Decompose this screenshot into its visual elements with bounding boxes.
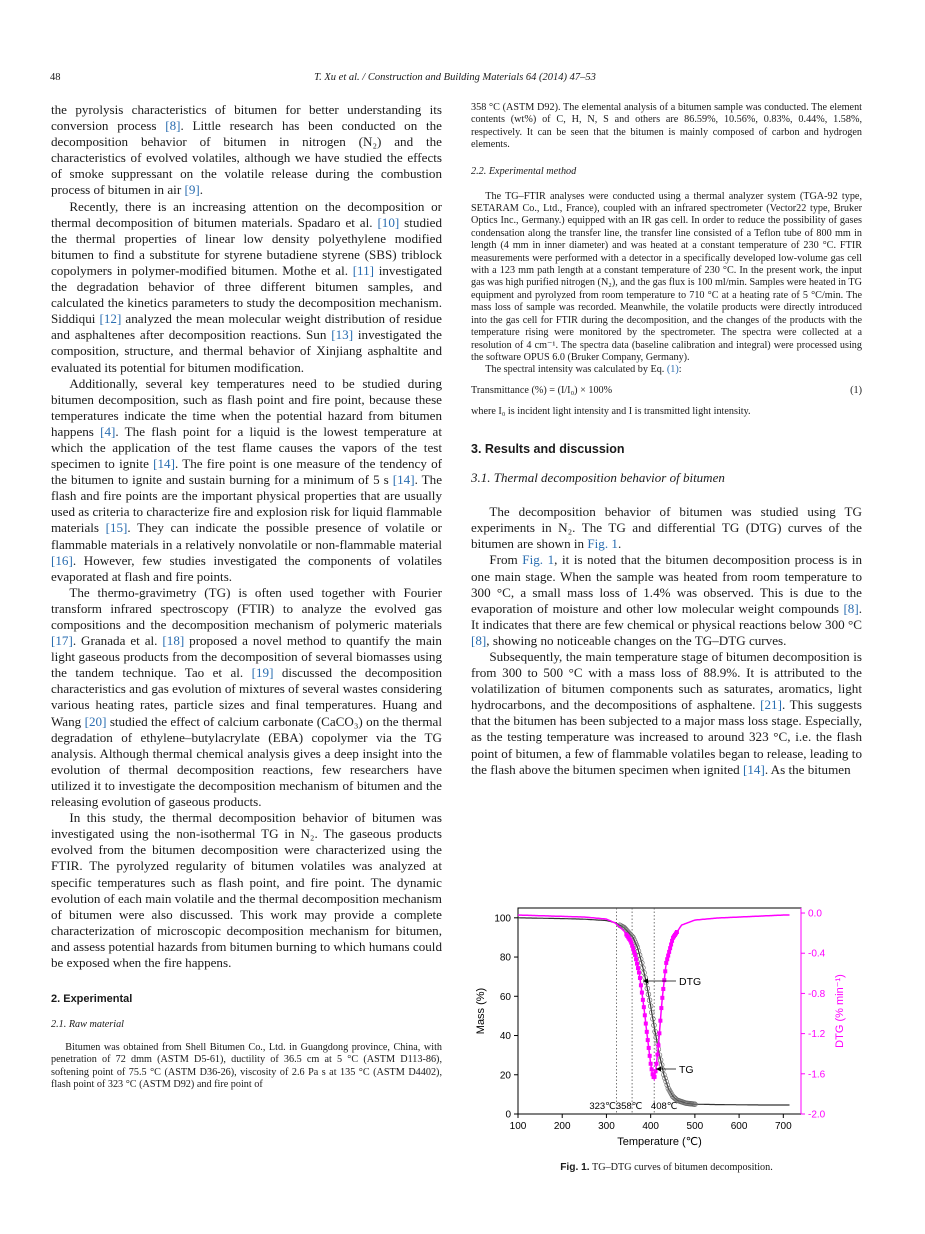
dtg-point xyxy=(654,1069,658,1073)
paragraph xyxy=(471,552,862,649)
dtg-point xyxy=(654,1062,658,1066)
paragraph xyxy=(471,504,862,552)
x-tick-label: 200 xyxy=(553,1121,571,1132)
text-run: investigated the degradation behavior of three different bitumen samples, and calculated the kinetics parameters to study the decomposition mechanism. Siddiqui xyxy=(51,262,442,327)
text-run: Recently, there is an increasing attention on the decomposition or thermal decomposition of bitumen materials. Spadaro et al. xyxy=(51,198,442,230)
paragraph xyxy=(51,102,442,199)
text-run: The decomposition behavior of bitumen was studied using TG experiments in N₂. The TG and differential TG (DTG) curves of the bitumen are shown in xyxy=(471,504,862,552)
paragraph xyxy=(471,649,862,778)
citation-link[interactable]: [19] xyxy=(251,665,274,681)
vline-label: 408℃ xyxy=(650,1101,678,1112)
dtg-point xyxy=(664,961,668,965)
y-tick-label: 0 xyxy=(505,1109,511,1121)
citation-link[interactable]: [14] xyxy=(742,761,765,777)
plot-frame xyxy=(518,908,801,1114)
dtg-point xyxy=(634,957,638,961)
dtg-point xyxy=(663,969,667,973)
y-tick-label: 20 xyxy=(499,1070,511,1082)
citation-link[interactable]: Fig. 1 xyxy=(522,552,555,568)
dtg-point xyxy=(662,978,666,982)
y-tick-label: 60 xyxy=(499,991,511,1003)
dtg-point xyxy=(650,1067,654,1071)
dtg-point xyxy=(668,946,672,950)
citation-link[interactable]: [14] xyxy=(392,472,415,488)
citation-link[interactable]: [14] xyxy=(153,456,175,472)
y2-axis-label: DTG (% min⁻¹) xyxy=(834,974,846,1048)
vline-label: 358℃ xyxy=(615,1101,643,1112)
text-run: . They can indicate the possible presence of volatile or flammable materials in a relatively nonvolatile or non-flammable material xyxy=(51,520,442,552)
dtg-point xyxy=(665,957,669,961)
x-tick-label: 400 xyxy=(642,1121,659,1132)
journal-citation: T. Xu et al. / Construction and Building Materials 64 (2014) 47–53 xyxy=(314,72,596,83)
caption-label: Fig. 1. xyxy=(560,1162,590,1173)
dtg-point xyxy=(633,953,637,957)
text-run: studied the thermal properties of linear low density polyethylene modified bitumen to find a substitute for styrene butadiene styrene (SBS) triblock copolymers in polymer-modified bitumen. Mothe et al. xyxy=(51,214,442,278)
x-tick-label: 600 xyxy=(730,1121,748,1132)
x-tick-label: 700 xyxy=(774,1121,792,1132)
dtg-point xyxy=(666,954,670,958)
equation-text: Transmittance (%) = (I/I₀) × 100% xyxy=(471,384,613,396)
y-axis-label: Mass (%) xyxy=(475,987,487,1035)
y2-tick-label: -0.8 xyxy=(808,988,826,1000)
text-run: The thermo-gravimetry (TG) is often used together with Fourier transform infrared spectroscopy (FTIR) to analyze the evolved gas compositions and the decomposition mechanism of polymeric materials xyxy=(51,584,442,632)
citation-link[interactable]: [17] xyxy=(51,633,73,649)
dtg-point xyxy=(646,1038,650,1042)
dtg-point xyxy=(657,1031,661,1035)
text-run: . The fire point is one measure of the tendency of the bitumen to ignite and sustain burning for a minimum of 5 s xyxy=(51,456,442,488)
tg-annotation: TG xyxy=(679,1064,694,1076)
citation-link[interactable]: [18] xyxy=(162,633,185,649)
text-run: From xyxy=(489,552,523,568)
paragraph xyxy=(51,199,442,376)
dtg-point xyxy=(642,1005,646,1009)
citation-link[interactable]: [13] xyxy=(331,327,354,343)
equation-number: (1) xyxy=(850,384,862,396)
figure-caption xyxy=(471,1162,862,1173)
paragraph xyxy=(471,191,862,365)
x-tick-label: 100 xyxy=(509,1121,527,1132)
dtg-point xyxy=(649,1062,653,1066)
left-column xyxy=(51,102,442,1092)
equation-1 xyxy=(471,385,862,396)
text-run: where I₀ is incident light intensity and I is transmitted light intensity. xyxy=(471,405,751,417)
caption-text: TG–DTG curves of bitumen decomposition. xyxy=(589,1162,773,1173)
x-axis-label: Temperature (℃) xyxy=(617,1136,702,1148)
citation-link[interactable]: [4] xyxy=(100,423,116,439)
citation-link[interactable]: [16] xyxy=(51,552,73,568)
dtg-point xyxy=(647,1046,651,1050)
paragraph xyxy=(471,364,862,376)
text-run: the pyrolysis characteristics of bitumen for better understanding its conversion process xyxy=(51,102,442,134)
dtg-point xyxy=(658,1019,662,1023)
dtg-point xyxy=(655,1053,659,1057)
dtg-point xyxy=(639,983,643,987)
paragraph xyxy=(51,1042,442,1092)
y-tick-label: 80 xyxy=(499,952,511,964)
y-tick-label: 100 xyxy=(494,913,511,925)
text-run: analyzed the mean molecular weight distribution of residue and asphaltenes after decomposition reactions. Sun xyxy=(51,311,442,343)
citation-link[interactable]: [21] xyxy=(760,697,782,713)
text-run: proposed a novel method to quantify the main light gaseous products from the decomposition of several biomasses using the tandem technique. Tao et al. xyxy=(51,633,442,681)
subsection-heading: 3.1. Thermal decomposition behavior of bitumen xyxy=(471,470,725,486)
running-header xyxy=(50,72,860,88)
y-tick-label: 40 xyxy=(499,1031,511,1043)
dtg-point xyxy=(653,1075,657,1079)
dtg-point xyxy=(636,966,640,970)
citation-link[interactable]: Fig. 1 xyxy=(587,536,618,552)
dtg-series-line xyxy=(518,915,790,1079)
subsection-heading: 2.1. Raw material xyxy=(51,1019,125,1031)
vline-label: 323℃ xyxy=(589,1101,616,1112)
text-run: . However, few studies investigated the components of volatiles evaporated at flash and fire points. xyxy=(51,552,442,584)
text-run: . xyxy=(199,182,204,198)
dtg-point xyxy=(669,943,673,947)
citation-link[interactable]: [10] xyxy=(377,214,400,230)
dtg-point xyxy=(660,996,664,1000)
tg-dtg-chart xyxy=(471,896,851,1154)
y2-tick-label: 0.0 xyxy=(808,908,822,920)
text-run: . Little research has been conducted on the decomposition behavior of bitumen in nitrogen (N₂) and the characteristics of evolved volatiles, although we have studied the effects of smoke suppressant on the volatile release during the combustion process of bitumen in air xyxy=(51,118,442,198)
text-run: , it is noted that the bitumen decomposition process is in one main stage. When the sample was heated from room temperature to 300 °C, a small mass loss of 1.4% was observed. This is due to the evaporation of moisture and other low molecular weight compounds xyxy=(471,552,863,616)
dtg-point xyxy=(661,987,665,991)
x-tick-label: 300 xyxy=(598,1121,615,1132)
y2-tick-label: -2.0 xyxy=(808,1109,826,1121)
text-run: 358 °C (ASTM D92). The elemental analysis of a bitumen sample was conducted. The element contents (wt%) of C, H, N, S and others are 86.59%, 10.56%, 0.83%, 0.44%, 1.58%, respectively. It can be seen that the bitumen is mainly composed of carbon and hydrogen elements. xyxy=(471,102,862,151)
y2-tick-label: -0.4 xyxy=(808,948,826,960)
citation-link[interactable]: [15] xyxy=(105,520,128,536)
citation-link[interactable]: [8] xyxy=(165,118,181,134)
dtg-point xyxy=(643,1013,647,1017)
citation-link[interactable]: [11] xyxy=(352,262,375,278)
dtg-point xyxy=(659,1006,663,1010)
citation-link[interactable]: (1) xyxy=(666,364,679,376)
dtg-point xyxy=(641,998,645,1002)
text-run: Bitumen was obtained from Shell Bitumen Co., Ltd. in Guangdong province, China, with penetration of 72 dmm (ASTM D5-61), ductility of 36.5 cm at 5 °C (ASTM D113-86), softening point of 75.5 °C (ASTM D36-26), viscosity of 2.6 Pa s at 135 °C (ASTM D4402), flash point of 323 °C (ASTM D92) and fire point of xyxy=(51,1042,442,1091)
text-run: , showing no noticeable changes on the TG–DTG curves. xyxy=(486,632,787,648)
section-heading: 2. Experimental xyxy=(51,993,133,1006)
citation-link[interactable]: [9] xyxy=(184,182,200,198)
dtg-point xyxy=(638,976,642,980)
text-run: . It indicates that there are few chemical or physical reactions below 300 °C xyxy=(471,600,862,632)
paragraph xyxy=(51,810,442,971)
text-run: . Granada et al. xyxy=(72,633,163,649)
text-run: . As the bitumen xyxy=(764,761,851,777)
dtg-point xyxy=(635,962,639,966)
dtg-point xyxy=(637,971,641,975)
text-run: Additionally, several key temperatures need to be studied during bitumen decomposition, such as flash point and fire point, because these temperatures indicate the time when the potential hazard from bitumen happens xyxy=(51,375,442,439)
paragraph xyxy=(51,376,442,585)
subsection-heading: 2.2. Experimental method xyxy=(471,165,577,177)
dtg-annotation: DTG xyxy=(679,976,702,988)
y2-tick-label: -1.2 xyxy=(808,1029,826,1041)
text-run: investigated the composition, structure, and thermal behavior of Xinjiang asphaltite and evaluated its potential for bitumen modification. xyxy=(51,327,442,375)
text-run: . xyxy=(617,536,622,552)
dtg-point xyxy=(640,991,644,995)
text-run: studied the effect of calcium carbonate (CaCO₃) on the thermal degradation of ethylene–butylacrylate (EBA) copolymer via the TG analysis. Although thermal chemical analysis gives a deep insight into the evolution of thermal decomposition reactions, few researchers have utilized it to investigate the decomposition mechanism of bitumen and the releasing evolution of gaseous products. xyxy=(51,713,442,810)
paragraph xyxy=(51,585,442,810)
text-run: discussed the decomposition characteristics and gas evolution of mixtures of several wastes considering various heating rates, particle sizes and final temperatures. Huang and Wang xyxy=(51,665,442,729)
page-number: 48 xyxy=(50,72,61,83)
text-run: In this study, the thermal decomposition behavior of bitumen was investigated using the non-isothermal TG in N₂. The gaseous products evolved from the bitumen decomposition were characterized using the FTIR. The pyrolyzed regularity of bitumen volatiles was analyzed at specific temperatures such as flash point, and fire point. The dynamic evolution of each main volatile and the thermal decomposition mechanism of bitumen were also discussed. This work may provide a complete characterization of microscopic decomposition mechanism for bitumen, and assess potential hazards from bitumen burning to which humans could be exposed when the fire happens. xyxy=(51,810,442,970)
dtg-point xyxy=(645,1030,649,1034)
text-run: . The flash point for a liquid is the lowest temperature at which the application of the test flame causes the vapors of the test specimen to ignite xyxy=(51,423,442,472)
citation-link[interactable]: [20] xyxy=(84,713,107,729)
text-run: : xyxy=(678,364,682,376)
dtg-point xyxy=(667,950,671,954)
section-heading: 3. Results and discussion xyxy=(471,442,625,457)
y2-tick-label: -1.6 xyxy=(808,1069,826,1081)
citation-link[interactable]: [12] xyxy=(99,311,122,327)
dtg-point xyxy=(648,1054,652,1058)
dtg-point xyxy=(644,1022,648,1026)
text-run: Subsequently, the main temperature stage of bitumen decomposition is from 300 to 500 °C with a mass loss of 88.9%. It is attributed to the volatilization of bitumen components such as saturates, aromatics, light hydrocarbons, and the decompositions of asphaltene. xyxy=(471,648,862,713)
citation-link[interactable]: [8] xyxy=(843,600,859,616)
paragraph xyxy=(471,406,862,418)
x-tick-label: 500 xyxy=(686,1121,704,1132)
dtg-point xyxy=(656,1043,660,1047)
citation-link[interactable]: [8] xyxy=(471,632,487,648)
right-column xyxy=(471,102,862,778)
text-run: . This suggests that the bitumen has been subjected to a major mass loss stage. Especially, as the testing temperature was increased to around 323 °C, i.e. the flash point of bitumen, a few of flammable volatiles began to release, leading to the flash above the bitumen specimen when ignited xyxy=(471,697,862,777)
paragraph xyxy=(471,102,862,152)
text-run: The spectral intensity was calculated by Eq. xyxy=(485,364,667,376)
text-run: The TG–FTIR analyses were conducted using a thermal analyzer system (TGA-92 type, SETARAM Co., Ltd., France), coupled with an infrared spectrometer (Vector22 type, Bruker Optics Inc., Germany.) equipped with an IR gas cell. In order to reduce the possibility of gases condensation along the transfer line, the transfer line consisted of a Teflon tube of 800 mm in length (4 mm in inner diameter) and was heated at a constant temperature of 230 °C. FTIR measurements were performed with a detector in a specifically developed low-volume gas cell with a 123 mm path length at a constant temperature of 230 °C. In the present work, the input gas was high purified nitrogen (N₂), and the gas flux is 100 ml/min. Samples were heated in TG equipment and pyrolyzed from room temperature to 710 °C at a heating rate of 5 °C/min. The mass loss of sample was recorded. Meanwhile, the volatile products were directly introduced into the gas cell for FTIR during the decomposition, and the changes of the products with the temperature rising were monitored by the spectrometer. The spectra were collected at a resolution of 4 cm⁻¹. The spectra data (baseline calibration and integral) were processed using the software OPUS 6.0 (Bruker Company, Germany). xyxy=(471,190,862,363)
dtg-point xyxy=(675,930,679,934)
text-run: . The flash and fire points are the important physical properties that are usually used as criteria to characterize fire and explosion risk for liquid flammable materials xyxy=(51,472,443,536)
